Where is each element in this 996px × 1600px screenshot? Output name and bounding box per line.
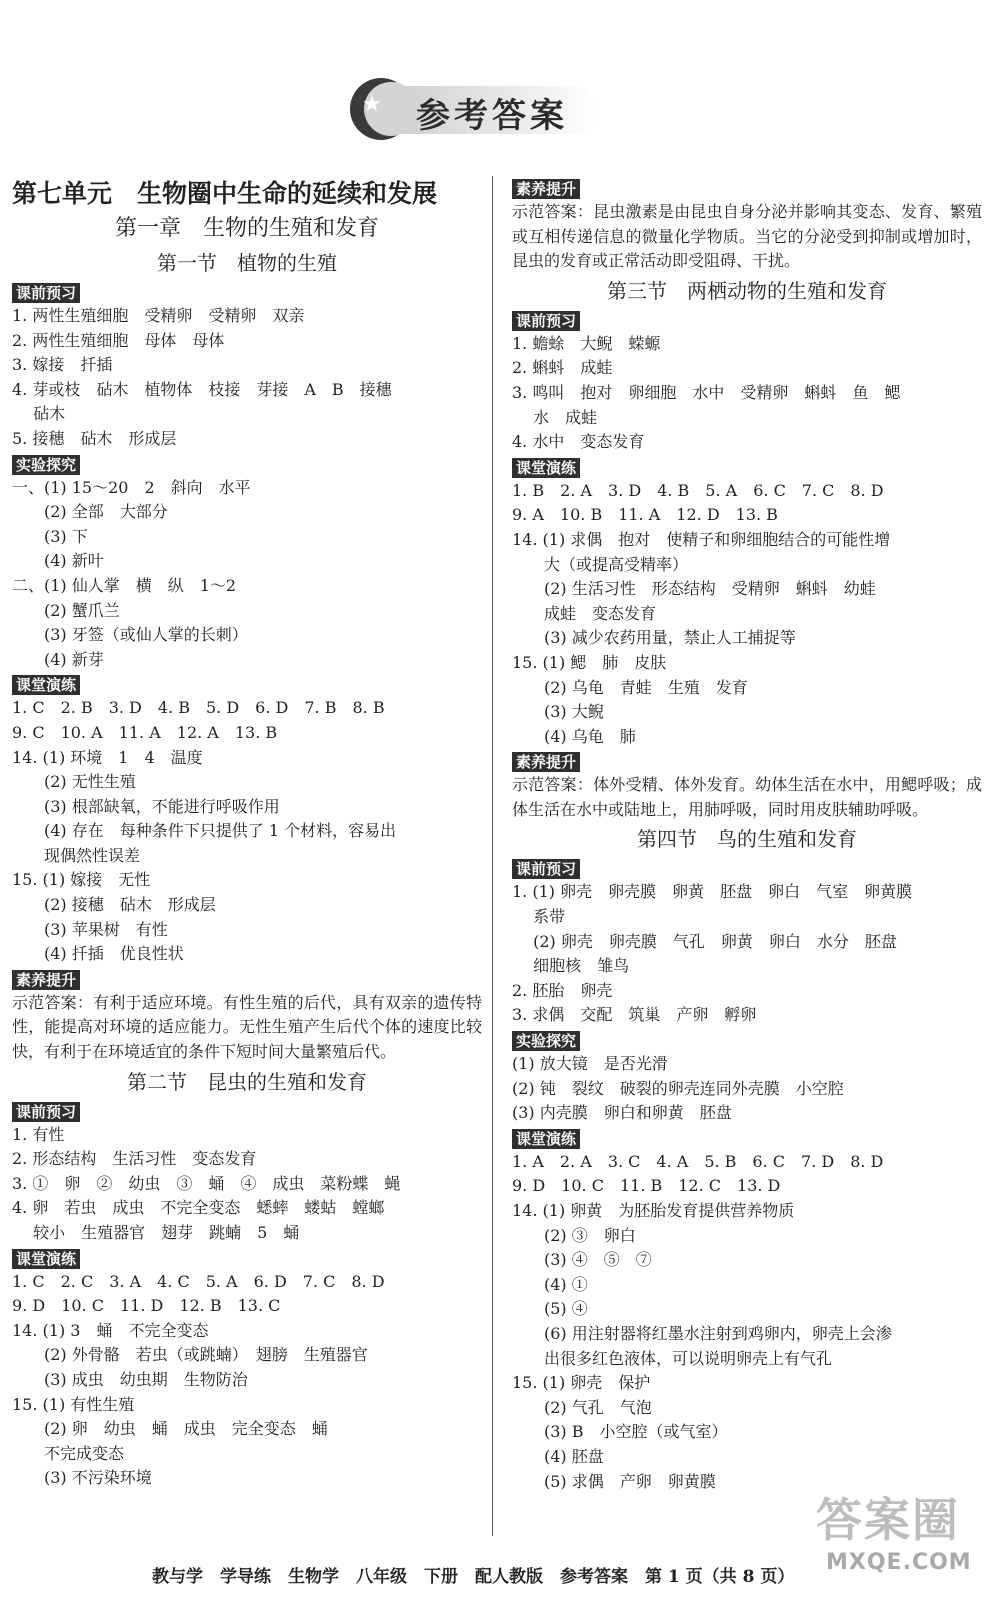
section-label: 课堂演练 xyxy=(512,1129,580,1149)
section-label: 实验探究 xyxy=(12,455,80,475)
section-heading: 第四节 鸟的生殖和发育 xyxy=(637,827,857,852)
section-label: 实验探究 xyxy=(512,1031,580,1051)
moon-icon xyxy=(350,78,412,140)
label-row xyxy=(512,856,982,880)
section-heading: 第二节 昆虫的生殖和发育 xyxy=(127,1069,367,1094)
answer-line: (3) ④ ⑤ ⑦ xyxy=(512,1250,652,1270)
left-column xyxy=(12,176,482,1491)
column-divider xyxy=(492,176,493,1536)
section-label: 课前预习 xyxy=(512,311,580,331)
answer-line: (3) 成虫 幼虫期 生物防治 xyxy=(12,1369,248,1389)
answer-line: (2) 卵 幼虫 蛹 成虫 完全变态 蛹 xyxy=(12,1419,328,1439)
answer-line: 较小 生殖器官 翅芽 跳蝻 5 蛹 xyxy=(12,1223,300,1242)
answer-line: 不完成变态 xyxy=(12,1443,125,1463)
answer-line: (2) 气孔 气泡 xyxy=(512,1397,652,1417)
section-label: 素养提升 xyxy=(512,179,580,199)
answer-line: 14. (1) 环境 1 4 温度 xyxy=(12,747,203,767)
answer-line: 4. 卵 若虫 成虫 不完全变态 蟋蟀 蝼蛄 螳螂 xyxy=(12,1198,385,1218)
label-row xyxy=(512,455,982,479)
answer-line: 3. 鸣叫 抱对 卵细胞 水中 受精卵 蝌蚪 鱼 鳃 xyxy=(512,382,901,402)
label-row xyxy=(12,1246,482,1270)
label-row xyxy=(12,672,482,696)
answer-line: 15. (1) 嫁接 无性 xyxy=(12,870,151,890)
section-label: 课前预习 xyxy=(12,1102,80,1122)
answer-line: (4) 新叶 xyxy=(12,551,104,571)
answer-line: 3. 嫁接 扦插 xyxy=(12,355,113,375)
answer-line: 1. 蟾蜍 大鲵 蝾螈 xyxy=(512,333,661,353)
answer-line: (2) 无性生殖 xyxy=(12,772,136,792)
label-row xyxy=(12,280,482,304)
answer-line: (3) 下 xyxy=(12,526,88,546)
label-row xyxy=(12,967,482,991)
answer-line: 9. A 10. B 11. A 12. D 13. B xyxy=(512,505,778,525)
answer-line: (2) 乌龟 青蛙 生殖 发育 xyxy=(512,677,748,697)
answer-line: 成蛙 变态发育 xyxy=(512,603,657,623)
answer-line: (2) 全部 大部分 xyxy=(12,502,168,522)
answer-line: 2. 两性生殖细胞 母体 母体 xyxy=(12,330,225,350)
footer-text: 教与学 学导练 生物学 八年级 下册 配人教版 参考答案 第 1 页（共 8 页） xyxy=(152,1567,795,1587)
answer-line: (5) ④ xyxy=(512,1299,588,1319)
unit-heading: 第七单元 生物圈中生命的延续和发展 xyxy=(12,179,438,208)
answer-line: (4) ① xyxy=(512,1274,588,1294)
section-label: 课堂演练 xyxy=(12,675,80,695)
chapter-heading: 第一章 生物的生殖和发育 xyxy=(114,216,379,241)
title-banner xyxy=(350,78,610,140)
answer-line: 1. 有性 xyxy=(12,1124,65,1144)
label-row xyxy=(512,308,982,332)
answer-paragraph: 示范答案：昆虫激素是由昆虫自身分泌并影响其变态、发育、繁殖或互相传递信息的微量化学物质。当它的分泌受到抑制或增加时，昆虫的发育或正常活动即受阻碍、干扰。 xyxy=(512,202,982,271)
answer-line: (4) 乌龟 肺 xyxy=(512,726,636,746)
answer-line: 2. 蝌蚪 成蛙 xyxy=(512,358,613,378)
answer-line: 5. 接穗 砧木 形成层 xyxy=(12,428,177,448)
answer-line: 15. (1) 有性生殖 xyxy=(12,1394,135,1414)
answer-line: 15. (1) 卵壳 保护 xyxy=(512,1373,651,1393)
section-label: 课堂演练 xyxy=(512,458,580,478)
answer-line: (2) 接穗 砧木 形成层 xyxy=(12,895,216,915)
answer-line: 14. (1) 3 蛹 不完全变态 xyxy=(12,1320,209,1340)
answer-line: (1) 放大镜 是否光滑 xyxy=(512,1054,668,1074)
answer-line: (6) 用注射器将红墨水注射到鸡卵内，卵壳上会渗 xyxy=(512,1323,892,1343)
watermark-text: 答案圈 xyxy=(816,1493,960,1547)
answer-line: (2) 生活习性 形态结构 受精卵 蝌蚪 幼蛙 xyxy=(512,579,876,599)
answer-line: (4) 胚盘 xyxy=(512,1446,604,1466)
answer-line: (3) 根部缺氧，不能进行呼吸作用 xyxy=(12,796,280,816)
answer-line: (3) 内壳膜 卵白和卵黄 胚盘 xyxy=(512,1103,732,1123)
label-row xyxy=(12,1099,482,1123)
answer-line: 一、(1) 15～20 2 斜向 水平 xyxy=(12,477,251,497)
answer-line: 细胞核 雏鸟 xyxy=(512,956,630,976)
answer-line: (2) 外骨骼 若虫（或跳蝻） 翅膀 生殖器官 xyxy=(12,1345,368,1365)
section-heading: 第一节 植物的生殖 xyxy=(157,251,337,275)
right-column xyxy=(512,176,982,1494)
answer-line: 1. B 2. A 3. D 4. B 5. A 6. C 7. C 8. D xyxy=(512,480,884,500)
section-heading: 第三节 两栖动物的生殖和发育 xyxy=(607,278,887,303)
answer-line: 9. D 10. C 11. B 12. C 13. D xyxy=(512,1176,781,1196)
answer-line: 1. (1) 卵壳 卵壳膜 卵黄 胚盘 卵白 气室 卵黄膜 xyxy=(512,882,913,902)
answer-line: 1. C 2. C 3. A 4. C 5. A 6. D 7. C 8. D xyxy=(12,1271,385,1291)
label-row xyxy=(512,1028,982,1052)
answer-line: 大（或提高受精率） xyxy=(512,554,689,574)
label-row xyxy=(512,176,982,200)
answer-line: 水 成蛙 xyxy=(512,407,598,427)
answer-line: 2. 胚胎 卵壳 xyxy=(512,980,613,1000)
label-row xyxy=(512,749,982,773)
answer-line: 14. (1) 求偶 抱对 使精子和卵细胞结合的可能性增 xyxy=(512,529,891,549)
answer-line: 二、(1) 仙人掌 横 纵 1～2 xyxy=(12,575,237,595)
star-icon: ★ xyxy=(362,92,382,117)
answer-line: (5) 求偶 产卵 卵黄膜 xyxy=(512,1471,716,1491)
answer-line: (3) B 小空腔（或气室） xyxy=(512,1422,728,1442)
section-label: 素养提升 xyxy=(12,970,80,990)
answer-line: 1. C 2. B 3. D 4. B 5. D 6. D 7. B 8. B xyxy=(12,698,385,718)
section-label: 课堂演练 xyxy=(12,1249,80,1269)
answer-line: 1. 两性生殖细胞 受精卵 受精卵 双亲 xyxy=(12,306,305,325)
section-label: 素养提升 xyxy=(512,752,580,772)
answer-line: (2) ③ 卵白 xyxy=(512,1225,636,1245)
answer-line: (2) 卵壳 卵壳膜 气孔 卵黄 卵白 水分 胚盘 xyxy=(512,931,897,951)
answer-line: 9. D 10. C 11. D 12. B 13. C xyxy=(12,1296,281,1316)
section-label: 课前预习 xyxy=(512,859,580,879)
answer-line: 系带 xyxy=(512,907,566,927)
watermark-logo xyxy=(812,1480,982,1590)
answer-paragraph: 示范答案：体外受精、体外发育。幼体生活在水中，用鳃呼吸；成体生活在水中或陆地上，用肺呼吸，同时用皮肤辅助呼吸。 xyxy=(512,775,982,819)
answer-line: (4) 存在 每种条件下只提供了 1 个材料，容易出 xyxy=(12,821,397,841)
answer-line: 15. (1) 鳃 肺 皮肤 xyxy=(512,652,667,672)
answer-line: 3. ① 卵 ② 幼虫 ③ 蛹 ④ 成虫 菜粉蝶 蝇 xyxy=(12,1173,401,1193)
answer-line: (4) 扦插 优良性状 xyxy=(12,944,184,964)
answer-line: (3) 大鲵 xyxy=(512,702,604,722)
answer-line: (3) 苹果树 有性 xyxy=(12,919,168,939)
answer-line: 14. (1) 卵黄 为胚胎发育提供营养物质 xyxy=(512,1201,795,1220)
answer-line: 4. 水中 变态发育 xyxy=(512,432,645,452)
watermark-url: MXQE.COM xyxy=(826,1550,972,1575)
answer-line: (2) 蟹爪兰 xyxy=(12,600,120,620)
answer-line: 9. C 10. A 11. A 12. A 13. B xyxy=(12,722,278,742)
answer-line: 1. A 2. A 3. C 4. A 5. B 6. C 7. D 8. D xyxy=(512,1151,884,1171)
answer-line: (4) 新芽 xyxy=(12,649,104,669)
answer-line: (2) 钝 裂纹 破裂的卵壳连同外壳膜 小空腔 xyxy=(512,1078,844,1098)
answer-line: 出很多红色液体，可以说明卵壳上有气孔 xyxy=(512,1348,833,1368)
answer-paragraph: 示范答案：有利于适应环境。有性生殖的后代，具有双亲的遗传特性，能提高对环境的适应能力。无性生殖产生后代个体的速度比较快，有利于在环境适宜的条件下短时间大量繁殖后代。 xyxy=(12,992,482,1062)
section-label: 课前预习 xyxy=(12,283,80,303)
answer-line: (3) 不污染环境 xyxy=(12,1468,152,1488)
answer-line: 2. 形态结构 生活习性 变态发育 xyxy=(12,1149,257,1169)
answer-line: 3. 求偶 交配 筑巢 产卵 孵卵 xyxy=(512,1005,757,1025)
label-row xyxy=(512,1126,982,1150)
label-row xyxy=(12,452,482,476)
answer-line: (3) 牙签（或仙人掌的长刺） xyxy=(12,625,248,645)
answer-line: (3) 减少农药用量，禁止人工捕捉等 xyxy=(512,628,796,648)
answer-line: 砧木 xyxy=(12,404,66,424)
page-title: 参考答案 xyxy=(416,96,568,136)
answer-line: 现偶然性误差 xyxy=(12,845,141,865)
answer-line: 4. 芽或枝 砧木 植物体 枝接 芽接 A B 接穗 xyxy=(12,379,392,399)
